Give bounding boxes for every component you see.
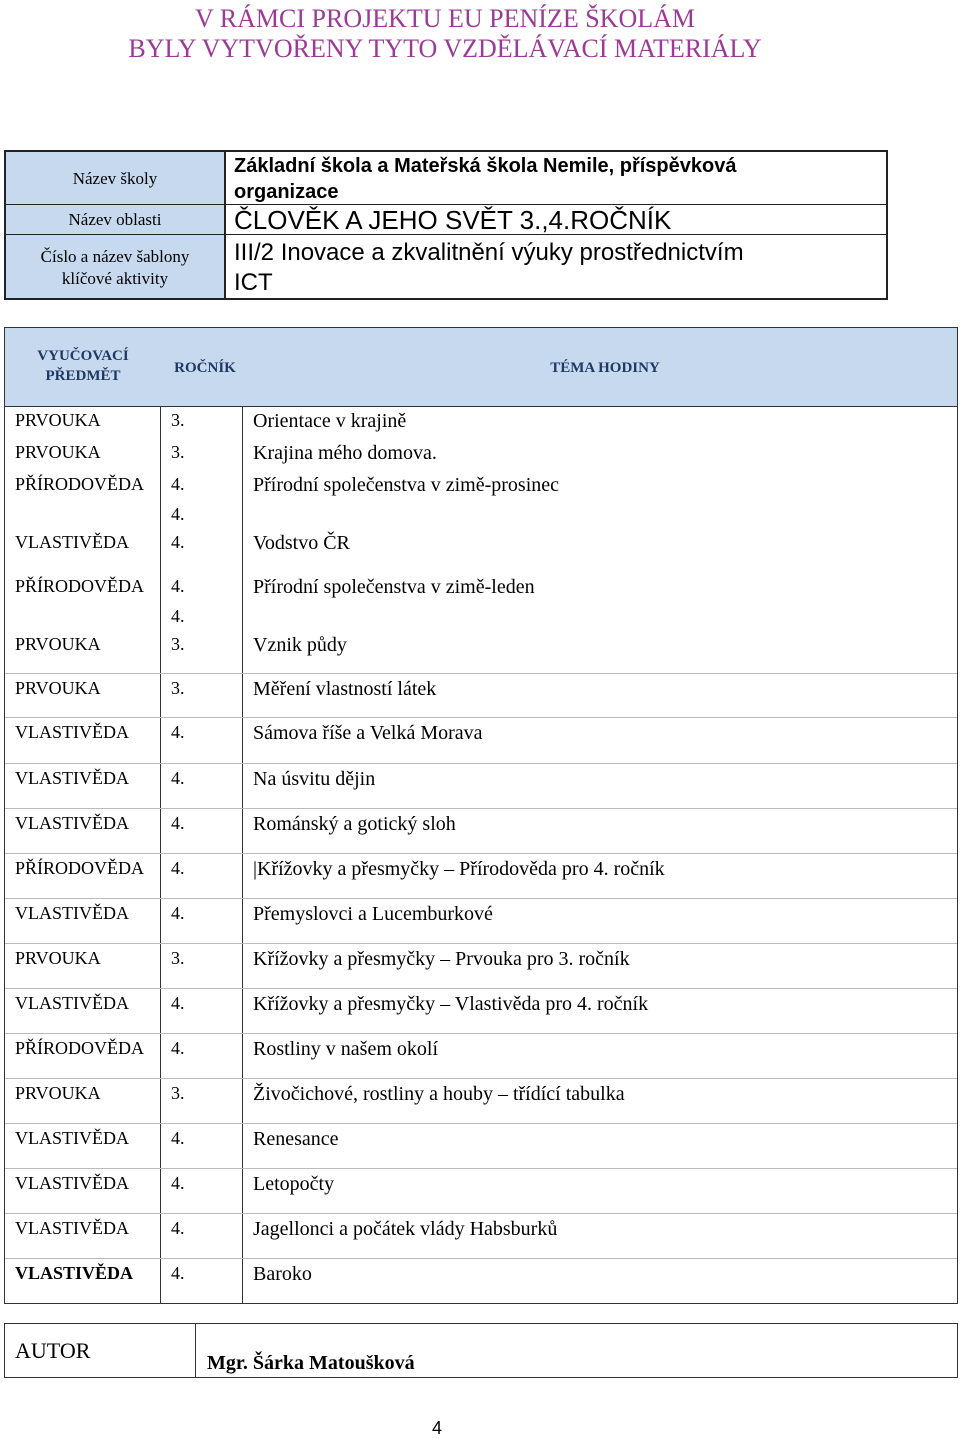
row-subject: VLASTIVĚDA xyxy=(15,768,129,788)
row-subject: PŘÍRODOVĚDA xyxy=(15,1038,145,1058)
table-row xyxy=(5,809,957,854)
row-subject: VLASTIVĚDA xyxy=(15,813,129,833)
row-subject: PŘÍRODOVĚDA xyxy=(15,576,145,596)
subjects-table xyxy=(4,327,958,1304)
table-row xyxy=(5,438,957,470)
row-topic: Renesance xyxy=(253,1128,339,1150)
row-subject: VLASTIVĚDA xyxy=(15,1128,129,1148)
table-row xyxy=(5,989,957,1034)
row-topic: Přírodní společenstva v zimě-leden xyxy=(253,576,535,598)
row-subject: PRVOUKA xyxy=(15,678,101,698)
table-header xyxy=(5,328,957,407)
row-topic: Románský a gotický sloh xyxy=(253,813,456,835)
page-heading xyxy=(0,4,890,64)
row-grade: 4. xyxy=(171,1263,185,1283)
table-row xyxy=(5,528,957,572)
template-label-line-1: Číslo a název šablony xyxy=(40,247,190,266)
row-grade: 3. xyxy=(171,678,185,698)
author-name: Mgr. Šárka Matoušková xyxy=(207,1352,415,1374)
row-grade: 4. xyxy=(171,576,185,596)
row-topic: Živočichové, rostliny a houby – třídící tabulka xyxy=(253,1083,625,1105)
row-topic: Měření vlastností látek xyxy=(253,678,437,700)
row-topic: Sámova říše a Velká Morava xyxy=(253,722,483,744)
row-grade: 3. xyxy=(171,948,185,968)
table-row xyxy=(5,470,957,528)
table-row xyxy=(5,406,957,438)
row-topic: Jagellonci a počátek vlády Habsburků xyxy=(253,1218,558,1240)
row-topic: Rostliny v našem okolí xyxy=(253,1038,438,1060)
row-grade: 3. xyxy=(171,442,185,462)
page-number: 4 xyxy=(432,1418,443,1438)
row-grade: 4. xyxy=(171,1173,185,1193)
row-subject: PRVOUKA xyxy=(15,410,101,430)
row-grade: 4. xyxy=(171,768,185,788)
school-name-value-line-2: organizace xyxy=(234,181,339,203)
table-row xyxy=(5,1079,957,1124)
row-grade: 4. xyxy=(171,903,185,923)
row-grade: 4. xyxy=(171,993,185,1013)
row-topic: Křížovky a přesmyčky – Vlastivěda pro 4. ročník xyxy=(253,993,649,1015)
header-subject: VYUČOVACÍ PŘEDMĚT xyxy=(37,348,129,384)
row-topic: Na úsvitu dějin xyxy=(253,768,376,790)
school-name-label: Název školy xyxy=(72,169,158,188)
header-grade: ROČNÍK xyxy=(174,360,236,376)
table-row xyxy=(5,572,957,630)
table-row xyxy=(5,944,957,989)
row-subject: PRVOUKA xyxy=(15,442,101,462)
row-grade: 4. xyxy=(171,722,185,742)
table-row xyxy=(5,630,957,674)
template-label-line-2: klíčové aktivity xyxy=(61,269,169,288)
row-grade: 4. xyxy=(171,858,185,878)
row-subject: VLASTIVĚDA xyxy=(15,993,129,1013)
row-grade: 4. xyxy=(171,813,185,833)
heading-line-2: BYLY VYTVOŘENY TYTO VZDĚLÁVACÍ MATERIÁLY xyxy=(128,34,762,63)
heading-line-1: V RÁMCI PROJEKTU EU PENÍZE ŠKOLÁM xyxy=(194,4,696,33)
school-name-value-line-1: Základní škola a Mateřská škola Nemile, příspěvková xyxy=(234,155,737,177)
row-topic: Orientace v krajině xyxy=(253,410,407,432)
row-grade: 4. xyxy=(171,1038,185,1058)
row-subject: PRVOUKA xyxy=(15,948,101,968)
row-grade: 4. xyxy=(171,474,185,494)
table-row xyxy=(5,718,957,764)
row-subject: VLASTIVĚDA xyxy=(15,532,129,552)
author-box xyxy=(4,1323,958,1378)
row-topic: Přemyslovci a Lucemburkové xyxy=(253,903,493,925)
school-info-table xyxy=(4,150,888,300)
row-topic: Vznik půdy xyxy=(253,634,347,656)
row-topic: Letopočty xyxy=(253,1173,335,1195)
row-grade: 4. xyxy=(171,1218,185,1238)
row-grade-secondary: 4. xyxy=(171,606,185,626)
area-name-label: Název oblasti xyxy=(68,210,162,229)
author-label: AUTOR xyxy=(15,1338,91,1363)
row-grade: 3. xyxy=(171,634,185,654)
row-subject: VLASTIVĚDA xyxy=(15,903,129,923)
table-row xyxy=(5,764,957,809)
row-grade: 3. xyxy=(171,410,185,430)
template-value-line-1: III/2 Inovace a zkvalitnění výuky prostřednictvím xyxy=(234,239,744,266)
row-subject: VLASTIVĚDA xyxy=(15,1263,134,1283)
row-grade-secondary: 4. xyxy=(171,504,185,524)
row-topic: Baroko xyxy=(253,1263,312,1285)
row-subject: PŘÍRODOVĚDA xyxy=(15,858,145,878)
row-subject: PRVOUKA xyxy=(15,1083,101,1103)
row-subject: PRVOUKA xyxy=(15,634,101,654)
table-row xyxy=(5,899,957,944)
row-grade: 4. xyxy=(171,1128,185,1148)
table-row xyxy=(5,674,957,718)
row-topic: Křížovky a přesmyčky – Prvouka pro 3. ročník xyxy=(253,948,630,970)
table-row xyxy=(5,1124,957,1169)
row-topic: |Křížovky a přesmyčky – Přírodověda pro 4. ročník xyxy=(253,858,665,880)
area-name-value: ČLOVĚK A JEHO SVĚT 3.,4.ROČNÍK xyxy=(234,205,672,235)
author-label-cell xyxy=(5,1324,196,1377)
table-row xyxy=(5,1259,957,1304)
row-grade: 4. xyxy=(171,532,185,552)
row-topic: Krajina mého domova. xyxy=(253,442,437,464)
table-row xyxy=(5,1169,957,1214)
row-subject: VLASTIVĚDA xyxy=(15,1173,129,1193)
row-grade: 3. xyxy=(171,1083,185,1103)
row-subject: VLASTIVĚDA xyxy=(15,722,129,742)
table-row xyxy=(5,854,957,899)
template-value-line-2: ICT xyxy=(234,269,273,296)
table-row xyxy=(5,1214,957,1259)
row-subject: VLASTIVĚDA xyxy=(15,1218,129,1238)
row-topic: Přírodní společenstva v zimě-prosinec xyxy=(253,474,560,496)
row-topic: Vodstvo ČR xyxy=(253,532,350,554)
header-topic: TÉMA HODINY xyxy=(550,360,660,376)
row-subject: PŘÍRODOVĚDA xyxy=(15,474,145,494)
table-row xyxy=(5,1034,957,1079)
